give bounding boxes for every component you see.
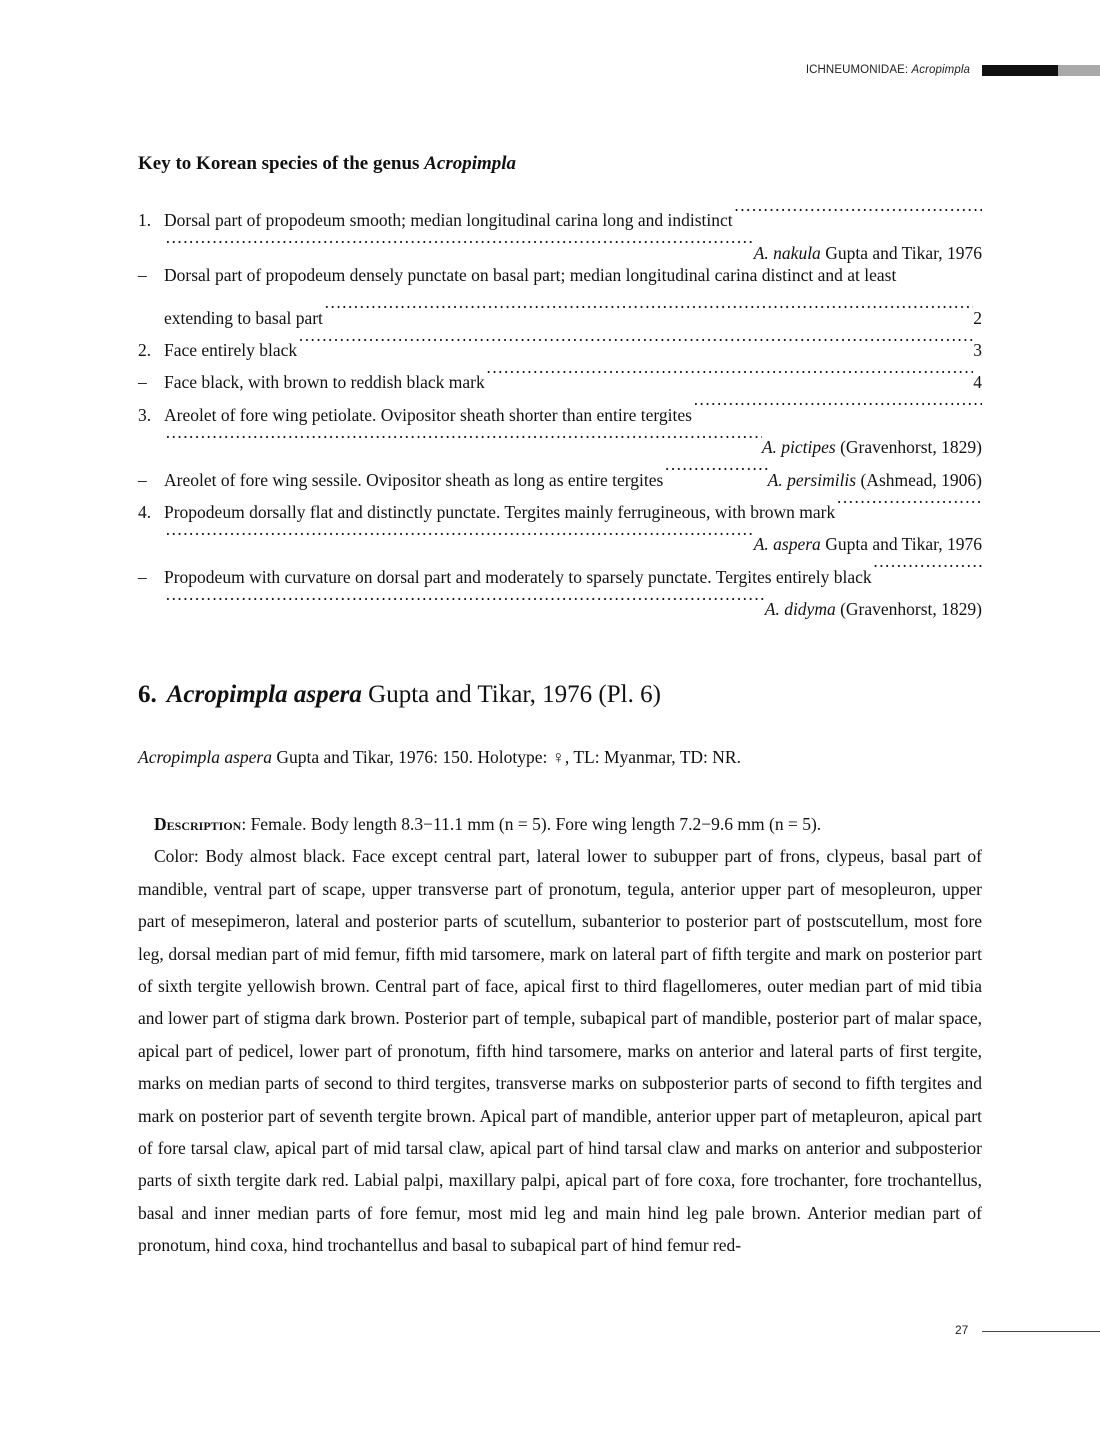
- key-species-name: A. pictipes: [761, 437, 836, 458]
- key-species-authority: (Gravenhorst, 1829): [835, 437, 982, 458]
- key-couplet-text: Areolet of fore wing sessile. Ovipositor sheath as long as entire tergites: [164, 469, 664, 490]
- key-species-authority: (Ashmead, 1906): [856, 469, 982, 490]
- key-couplet-text: Dorsal part of propodeum smooth; median longitudinal carina long and indistinct: [164, 210, 733, 231]
- key-line: [138, 518, 982, 555]
- running-head-bar-gray: [1058, 65, 1100, 76]
- key-species-name: A. didyma: [764, 599, 836, 620]
- key-result: [765, 593, 982, 625]
- running-head-genus: Acropimpla: [911, 64, 970, 76]
- key-line: [138, 259, 982, 291]
- key-heading-prefix: Key to Korean species of the genus: [138, 153, 420, 174]
- key-lead-to: 3: [973, 339, 982, 360]
- key-leader-dots: [164, 583, 765, 615]
- key-leader-dots: [835, 486, 982, 518]
- key-couplet-number: 2.: [138, 339, 152, 360]
- key-species-name: A. persimilis: [767, 469, 857, 490]
- key-result: [973, 302, 982, 334]
- key-couplet-number: –: [138, 372, 147, 393]
- key-species-authority: (Gravenhorst, 1829): [835, 599, 982, 620]
- description-label: Description: [154, 814, 242, 834]
- key-leader-dots: [164, 421, 762, 453]
- running-head-family: ICHNEUMONIDAE:: [805, 64, 909, 76]
- key-species-authority: Gupta and Tikar, 1976: [820, 242, 982, 263]
- key-leader-dots: [297, 324, 973, 356]
- key-couplet-text: Propodeum dorsally flat and distinctly punctate. Tergites mainly ferrugineous, with brown mark: [164, 501, 836, 522]
- key-couplet-number: 3.: [138, 404, 152, 425]
- key-couplet-text: Face black, with brown to reddish black mark: [164, 372, 485, 393]
- key-couplet-text: extending to basal part: [164, 307, 323, 328]
- key-lead-to: 4: [973, 372, 982, 393]
- key-species-name: A. nakula: [753, 242, 821, 263]
- species-authority: Gupta and Tikar, 1976 (Pl. 6): [361, 681, 661, 708]
- identification-key: [138, 194, 982, 620]
- page-number: 27: [955, 1323, 969, 1337]
- key-heading: [138, 153, 516, 175]
- species-binomial: Acropimpla aspera: [166, 681, 362, 708]
- key-couplet-text: Areolet of fore wing petiolate. Ovipositor sheath shorter than entire tergites: [164, 404, 692, 425]
- synonym-rest: Gupta and Tikar, 1976: 150. Holotype: ♀, TL: Myanmar, TD: NR.: [272, 747, 741, 767]
- color-paragraph: Color: Body almost black. Face except central part, lateral lower to subupper part of frons, clypeus, basal part of mandible, ventral part of scape, upper transverse part of pronotum, tegula, anterior upper part of mesopleuron, upper part of mesepimeron, lateral and posterior parts of scutellum, subanterior to posterior part of postscutellum, most fore leg, dorsal median part of mid femur, fifth mid tarsomere, mark on lateral part of fifth tergite and mark on posterior part of sixth tergite yellowish brown. Central part of face, apical first to third flagellomeres, outer median part of mid tibia and lower part of stigma dark brown. Posterior part of temple, subapical part of mandible, posterior part of malar space, apical part of pedicel, lower part of pronotum, fifth hind tarsomere, marks on anterior and lateral parts of first tergite, marks on median parts of second to third tergites, transverse marks on subposterior parts of second to fifth tergites and mark on posterior part of seventh tergite brown. Apical part of mandible, anterior upper part of metapleuron, apical part of fore tarsal claw, apical part of mid tarsal claw, apical part of hind tarsal claw and marks on anterior and subposterior parts of sixth tergite dark red. Labial palpi, maxillary palpi, apical part of fore coxa, fore trochanter, fore trochantellus, basal and inner median parts of fore femur, most mid leg and main hind leg pale brown. Anterior median part of pronotum, hind coxa, hind trochantellus and basal to subapical part of hind femur red-: [138, 846, 982, 1256]
- key-couplet-number: 1.: [138, 210, 152, 231]
- key-couplet-text: Propodeum with curvature on dorsal part and moderately to sparsely punctate. Tergites entirely black: [164, 566, 872, 587]
- folio-rule: [982, 1331, 1100, 1332]
- key-couplet-number: –: [138, 264, 147, 285]
- key-couplet-number: –: [138, 566, 147, 587]
- species-title: [138, 681, 661, 709]
- description-paragraph: [138, 808, 982, 840]
- key-leader-dots: [663, 453, 767, 485]
- key-leader-dots: [872, 550, 982, 582]
- key-couplet-number: –: [138, 469, 147, 490]
- key-heading-genus: Acropimpla: [424, 153, 517, 174]
- key-line: [138, 226, 982, 263]
- key-line: [138, 291, 982, 328]
- running-head-bar-dark: [982, 65, 1058, 76]
- synonym-citation: [138, 747, 741, 768]
- key-result: [762, 431, 982, 463]
- key-species-authority: Gupta and Tikar, 1976: [820, 534, 982, 555]
- description-summary: : Female. Body length 8.3−11.1 mm (n = 5). Fore wing length 7.2−9.6 mm (n = 5).: [241, 814, 822, 834]
- key-leader-dots: [164, 226, 754, 258]
- key-lead-to: 2: [973, 307, 982, 328]
- key-couplet-number: 4.: [138, 501, 152, 522]
- key-couplet-text: Face entirely black: [164, 339, 298, 360]
- species-number: 6.: [138, 681, 157, 708]
- description-body: [138, 808, 982, 1262]
- running-head: [806, 63, 1100, 77]
- key-leader-dots: [733, 194, 982, 226]
- key-leader-dots: [164, 518, 754, 550]
- key-species-name: A. aspera: [753, 534, 821, 555]
- key-line: [138, 421, 982, 458]
- key-couplet-text: Dorsal part of propodeum densely punctate on basal part; median longitudinal carina distinct and at least: [164, 264, 897, 285]
- key-leader-dots: [485, 356, 974, 388]
- running-head-text: [806, 64, 970, 76]
- key-leader-dots: [323, 291, 973, 323]
- key-result: [973, 334, 982, 366]
- key-line: [138, 194, 982, 231]
- key-leader-dots: [692, 388, 982, 420]
- synonym-name: Acropimpla aspera: [138, 747, 272, 767]
